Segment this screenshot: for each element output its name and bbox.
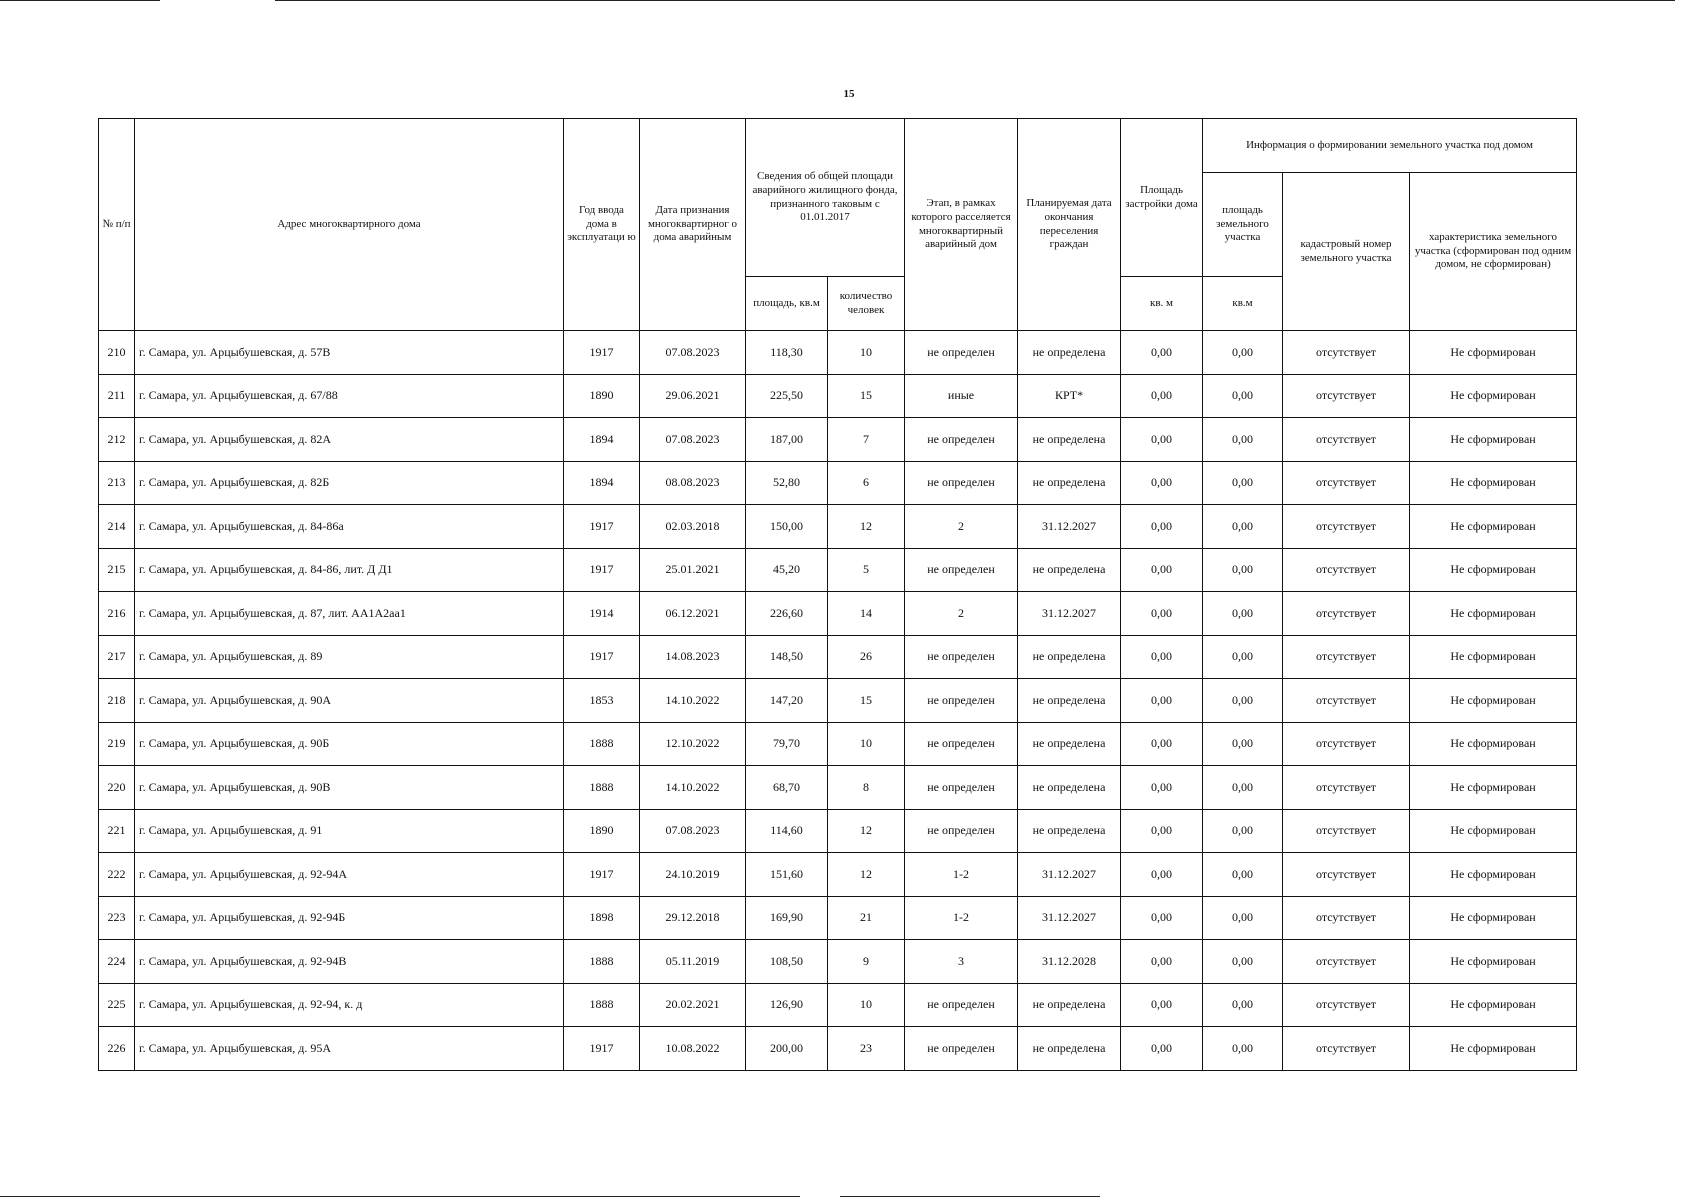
recognition-date-cell: 07.08.2023 (640, 418, 746, 462)
stage-cell: 2 (905, 592, 1018, 636)
header-cadastral: кадастровый номер земельного участка (1283, 173, 1410, 331)
area-cell: 148,50 (746, 635, 828, 679)
area-cell: 114,60 (746, 809, 828, 853)
planned-date-cell: 31.12.2027 (1018, 592, 1121, 636)
people-cell: 15 (828, 374, 905, 418)
land-area-cell: 0,00 (1203, 1027, 1283, 1071)
year-cell: 1917 (564, 505, 640, 549)
people-cell: 26 (828, 635, 905, 679)
year-cell: 1917 (564, 548, 640, 592)
people-cell: 10 (828, 722, 905, 766)
scan-edge-line (0, 0, 160, 1)
land-characteristic-cell: Не сформирован (1410, 679, 1577, 723)
row-number: 210 (99, 331, 135, 375)
stage-cell: не определен (905, 766, 1018, 810)
table-row (99, 809, 1577, 853)
people-cell: 5 (828, 548, 905, 592)
header-stage: Этап, в рамках которого расселяется многоквартирный аварийный дом (905, 119, 1018, 331)
land-characteristic-cell: Не сформирован (1410, 940, 1577, 984)
build-area-cell: 0,00 (1121, 853, 1203, 897)
row-number: 222 (99, 853, 135, 897)
land-area-cell: 0,00 (1203, 983, 1283, 1027)
cadastral-cell: отсутствует (1283, 635, 1410, 679)
land-area-cell: 0,00 (1203, 548, 1283, 592)
area-cell: 126,90 (746, 983, 828, 1027)
build-area-cell: 0,00 (1121, 983, 1203, 1027)
planned-date-cell: не определена (1018, 331, 1121, 375)
land-characteristic-cell: Не сформирован (1410, 983, 1577, 1027)
row-number: 215 (99, 548, 135, 592)
address-cell: г. Самара, ул. Арцыбушевская, д. 84-86, лит. Д Д1 (135, 548, 564, 592)
area-cell: 68,70 (746, 766, 828, 810)
planned-date-cell: не определена (1018, 983, 1121, 1027)
header-planned-date: Планируемая дата окончания переселения граждан (1018, 119, 1121, 331)
build-area-cell: 0,00 (1121, 461, 1203, 505)
area-cell: 147,20 (746, 679, 828, 723)
build-area-cell: 0,00 (1121, 722, 1203, 766)
planned-date-cell: не определена (1018, 679, 1121, 723)
land-characteristic-cell: Не сформирован (1410, 592, 1577, 636)
planned-date-cell: 31.12.2027 (1018, 505, 1121, 549)
address-cell: г. Самара, ул. Арцыбушевская, д. 87, лит. АА1А2аа1 (135, 592, 564, 636)
row-number: 224 (99, 940, 135, 984)
recognition-date-cell: 10.08.2022 (640, 1027, 746, 1071)
people-cell: 9 (828, 940, 905, 984)
cadastral-cell: отсутствует (1283, 418, 1410, 462)
build-area-cell: 0,00 (1121, 592, 1203, 636)
year-cell: 1888 (564, 940, 640, 984)
land-area-cell: 0,00 (1203, 896, 1283, 940)
planned-date-cell: 31.12.2027 (1018, 896, 1121, 940)
address-cell: г. Самара, ул. Арцыбушевская, д. 92-94, к. д (135, 983, 564, 1027)
table-row (99, 331, 1577, 375)
stage-cell: не определен (905, 331, 1018, 375)
build-area-cell: 0,00 (1121, 896, 1203, 940)
stage-cell: не определен (905, 461, 1018, 505)
year-cell: 1894 (564, 418, 640, 462)
row-number: 214 (99, 505, 135, 549)
area-cell: 108,50 (746, 940, 828, 984)
recognition-date-cell: 07.08.2023 (640, 809, 746, 853)
build-area-cell: 0,00 (1121, 331, 1203, 375)
year-cell: 1917 (564, 331, 640, 375)
stage-cell: 3 (905, 940, 1018, 984)
address-cell: г. Самара, ул. Арцыбушевская, д. 91 (135, 809, 564, 853)
land-area-cell: 0,00 (1203, 722, 1283, 766)
table-row (99, 418, 1577, 462)
year-cell: 1894 (564, 461, 640, 505)
land-area-cell: 0,00 (1203, 374, 1283, 418)
stage-cell: не определен (905, 983, 1018, 1027)
land-characteristic-cell: Не сформирован (1410, 853, 1577, 897)
people-cell: 8 (828, 766, 905, 810)
row-number: 216 (99, 592, 135, 636)
year-cell: 1917 (564, 853, 640, 897)
header-area-sub: площадь, кв.м (746, 277, 828, 331)
area-cell: 52,80 (746, 461, 828, 505)
address-cell: г. Самара, ул. Арцыбушевская, д. 84-86а (135, 505, 564, 549)
planned-date-cell: не определена (1018, 461, 1121, 505)
recognition-date-cell: 20.02.2021 (640, 983, 746, 1027)
table-row (99, 896, 1577, 940)
address-cell: г. Самара, ул. Арцыбушевская, д. 82Б (135, 461, 564, 505)
address-cell: г. Самара, ул. Арцыбушевская, д. 89 (135, 635, 564, 679)
header-land-area-unit: кв.м (1203, 277, 1283, 331)
year-cell: 1917 (564, 635, 640, 679)
recognition-date-cell: 02.03.2018 (640, 505, 746, 549)
table-row (99, 505, 1577, 549)
recognition-date-cell: 25.01.2021 (640, 548, 746, 592)
people-cell: 10 (828, 331, 905, 375)
year-cell: 1888 (564, 722, 640, 766)
table-row (99, 461, 1577, 505)
cadastral-cell: отсутствует (1283, 766, 1410, 810)
cadastral-cell: отсутствует (1283, 505, 1410, 549)
people-cell: 21 (828, 896, 905, 940)
area-cell: 226,60 (746, 592, 828, 636)
row-number: 226 (99, 1027, 135, 1071)
build-area-cell: 0,00 (1121, 548, 1203, 592)
header-year: Год ввода дома в эксплуатаци ю (564, 119, 640, 331)
area-cell: 200,00 (746, 1027, 828, 1071)
land-characteristic-cell: Не сформирован (1410, 896, 1577, 940)
stage-cell: не определен (905, 722, 1018, 766)
stage-cell: не определен (905, 1027, 1018, 1071)
land-characteristic-cell: Не сформирован (1410, 505, 1577, 549)
area-cell: 169,90 (746, 896, 828, 940)
stage-cell: 1-2 (905, 853, 1018, 897)
year-cell: 1888 (564, 983, 640, 1027)
table-row (99, 374, 1577, 418)
recognition-date-cell: 07.08.2023 (640, 331, 746, 375)
people-cell: 7 (828, 418, 905, 462)
land-characteristic-cell: Не сформирован (1410, 722, 1577, 766)
year-cell: 1917 (564, 1027, 640, 1071)
address-cell: г. Самара, ул. Арцыбушевская, д. 90А (135, 679, 564, 723)
people-cell: 15 (828, 679, 905, 723)
row-number: 223 (99, 896, 135, 940)
recognition-date-cell: 24.10.2019 (640, 853, 746, 897)
build-area-cell: 0,00 (1121, 766, 1203, 810)
land-area-cell: 0,00 (1203, 766, 1283, 810)
area-cell: 151,60 (746, 853, 828, 897)
header-area-group: Сведения об общей площади аварийного жилищного фонда, признанного таковым с 01.01.2017 (746, 119, 905, 277)
header-address: Адрес многоквартирного дома (135, 119, 564, 331)
row-number: 211 (99, 374, 135, 418)
recognition-date-cell: 08.08.2023 (640, 461, 746, 505)
cadastral-cell: отсутствует (1283, 983, 1410, 1027)
address-cell: г. Самара, ул. Арцыбушевская, д. 95А (135, 1027, 564, 1071)
cadastral-cell: отсутствует (1283, 592, 1410, 636)
year-cell: 1914 (564, 592, 640, 636)
build-area-cell: 0,00 (1121, 679, 1203, 723)
year-cell: 1853 (564, 679, 640, 723)
scan-edge-line (0, 1196, 800, 1197)
cadastral-cell: отсутствует (1283, 331, 1410, 375)
land-characteristic-cell: Не сформирован (1410, 766, 1577, 810)
people-cell: 12 (828, 505, 905, 549)
recognition-date-cell: 14.10.2022 (640, 766, 746, 810)
table-row (99, 548, 1577, 592)
build-area-cell: 0,00 (1121, 809, 1203, 853)
recognition-date-cell: 29.12.2018 (640, 896, 746, 940)
cadastral-cell: отсутствует (1283, 853, 1410, 897)
header-build-area-unit: кв. м (1121, 277, 1203, 331)
land-characteristic-cell: Не сформирован (1410, 461, 1577, 505)
land-area-cell: 0,00 (1203, 809, 1283, 853)
land-characteristic-cell: Не сформирован (1410, 635, 1577, 679)
land-characteristic-cell: Не сформирован (1410, 1027, 1577, 1071)
header-land-area: площадь земельного участка (1203, 173, 1283, 277)
area-cell: 225,50 (746, 374, 828, 418)
land-area-cell: 0,00 (1203, 940, 1283, 984)
row-number: 218 (99, 679, 135, 723)
build-area-cell: 0,00 (1121, 374, 1203, 418)
table-row (99, 722, 1577, 766)
row-number: 212 (99, 418, 135, 462)
area-cell: 118,30 (746, 331, 828, 375)
stage-cell: 1-2 (905, 896, 1018, 940)
table-body (99, 331, 1577, 1071)
planned-date-cell: не определена (1018, 548, 1121, 592)
stage-cell: не определен (905, 418, 1018, 462)
header-build-area: Площадь застройки дома (1121, 119, 1203, 277)
address-cell: г. Самара, ул. Арцыбушевская, д. 82А (135, 418, 564, 462)
cadastral-cell: отсутствует (1283, 679, 1410, 723)
recognition-date-cell: 06.12.2021 (640, 592, 746, 636)
row-number: 225 (99, 983, 135, 1027)
address-cell: г. Самара, ул. Арцыбушевская, д. 92-94А (135, 853, 564, 897)
table-row (99, 592, 1577, 636)
people-cell: 23 (828, 1027, 905, 1071)
build-area-cell: 0,00 (1121, 505, 1203, 549)
row-number: 221 (99, 809, 135, 853)
planned-date-cell: не определена (1018, 809, 1121, 853)
row-number: 213 (99, 461, 135, 505)
build-area-cell: 0,00 (1121, 635, 1203, 679)
address-cell: г. Самара, ул. Арцыбушевская, д. 92-94В (135, 940, 564, 984)
cadastral-cell: отсутствует (1283, 722, 1410, 766)
stage-cell: не определен (905, 635, 1018, 679)
planned-date-cell: 31.12.2027 (1018, 853, 1121, 897)
cadastral-cell: отсутствует (1283, 1027, 1410, 1071)
year-cell: 1888 (564, 766, 640, 810)
land-area-cell: 0,00 (1203, 505, 1283, 549)
planned-date-cell: 31.12.2028 (1018, 940, 1121, 984)
recognition-date-cell: 29.06.2021 (640, 374, 746, 418)
table-row (99, 635, 1577, 679)
people-cell: 12 (828, 853, 905, 897)
page-number: 15 (843, 88, 855, 100)
land-characteristic-cell: Не сформирован (1410, 548, 1577, 592)
scan-edge-line (275, 0, 1675, 1)
table-row (99, 1027, 1577, 1071)
table-row (99, 983, 1577, 1027)
land-area-cell: 0,00 (1203, 331, 1283, 375)
land-area-cell: 0,00 (1203, 461, 1283, 505)
area-cell: 45,20 (746, 548, 828, 592)
address-cell: г. Самара, ул. Арцыбушевская, д. 92-94Б (135, 896, 564, 940)
land-area-cell: 0,00 (1203, 679, 1283, 723)
people-cell: 6 (828, 461, 905, 505)
table-header (99, 119, 1577, 331)
land-characteristic-cell: Не сформирован (1410, 418, 1577, 462)
land-characteristic-cell: Не сформирован (1410, 809, 1577, 853)
land-characteristic-cell: Не сформирован (1410, 374, 1577, 418)
stage-cell: не определен (905, 809, 1018, 853)
stage-cell: не определен (905, 679, 1018, 723)
table-row (99, 940, 1577, 984)
people-cell: 10 (828, 983, 905, 1027)
recognition-date-cell: 14.10.2022 (640, 679, 746, 723)
header-num: № п/п (99, 119, 135, 331)
table-row (99, 853, 1577, 897)
land-area-cell: 0,00 (1203, 418, 1283, 462)
cadastral-cell: отсутствует (1283, 896, 1410, 940)
planned-date-cell: не определена (1018, 1027, 1121, 1071)
land-area-cell: 0,00 (1203, 592, 1283, 636)
header-land-characteristic: характеристика земельного участка (сформирован под одним домом, не сформирован) (1410, 173, 1577, 331)
table-row (99, 679, 1577, 723)
land-area-cell: 0,00 (1203, 635, 1283, 679)
stage-cell: иные (905, 374, 1018, 418)
recognition-date-cell: 05.11.2019 (640, 940, 746, 984)
year-cell: 1898 (564, 896, 640, 940)
scan-edge-line (840, 1196, 1100, 1197)
row-number: 220 (99, 766, 135, 810)
address-cell: г. Самара, ул. Арцыбушевская, д. 90В (135, 766, 564, 810)
build-area-cell: 0,00 (1121, 1027, 1203, 1071)
cadastral-cell: отсутствует (1283, 809, 1410, 853)
planned-date-cell: не определена (1018, 635, 1121, 679)
address-cell: г. Самара, ул. Арцыбушевская, д. 67/88 (135, 374, 564, 418)
row-number: 217 (99, 635, 135, 679)
header-people-sub: количество человек (828, 277, 905, 331)
address-cell: г. Самара, ул. Арцыбушевская, д. 57В (135, 331, 564, 375)
planned-date-cell: не определена (1018, 418, 1121, 462)
area-cell: 79,70 (746, 722, 828, 766)
recognition-date-cell: 12.10.2022 (640, 722, 746, 766)
emergency-housing-table (98, 118, 1577, 1071)
header-land-group: Информация о формировании земельного участка под домом (1203, 119, 1577, 173)
table-row (99, 766, 1577, 810)
area-cell: 150,00 (746, 505, 828, 549)
area-cell: 187,00 (746, 418, 828, 462)
planned-date-cell: КРТ* (1018, 374, 1121, 418)
cadastral-cell: отсутствует (1283, 940, 1410, 984)
build-area-cell: 0,00 (1121, 940, 1203, 984)
stage-cell: 2 (905, 505, 1018, 549)
row-number: 219 (99, 722, 135, 766)
people-cell: 12 (828, 809, 905, 853)
cadastral-cell: отсутствует (1283, 461, 1410, 505)
cadastral-cell: отсутствует (1283, 374, 1410, 418)
year-cell: 1890 (564, 374, 640, 418)
year-cell: 1890 (564, 809, 640, 853)
address-cell: г. Самара, ул. Арцыбушевская, д. 90Б (135, 722, 564, 766)
planned-date-cell: не определена (1018, 722, 1121, 766)
header-recognition-date: Дата признания многоквартирног о дома аварийным (640, 119, 746, 331)
stage-cell: не определен (905, 548, 1018, 592)
recognition-date-cell: 14.08.2023 (640, 635, 746, 679)
build-area-cell: 0,00 (1121, 418, 1203, 462)
planned-date-cell: не определена (1018, 766, 1121, 810)
land-characteristic-cell: Не сформирован (1410, 331, 1577, 375)
land-area-cell: 0,00 (1203, 853, 1283, 897)
cadastral-cell: отсутствует (1283, 548, 1410, 592)
people-cell: 14 (828, 592, 905, 636)
